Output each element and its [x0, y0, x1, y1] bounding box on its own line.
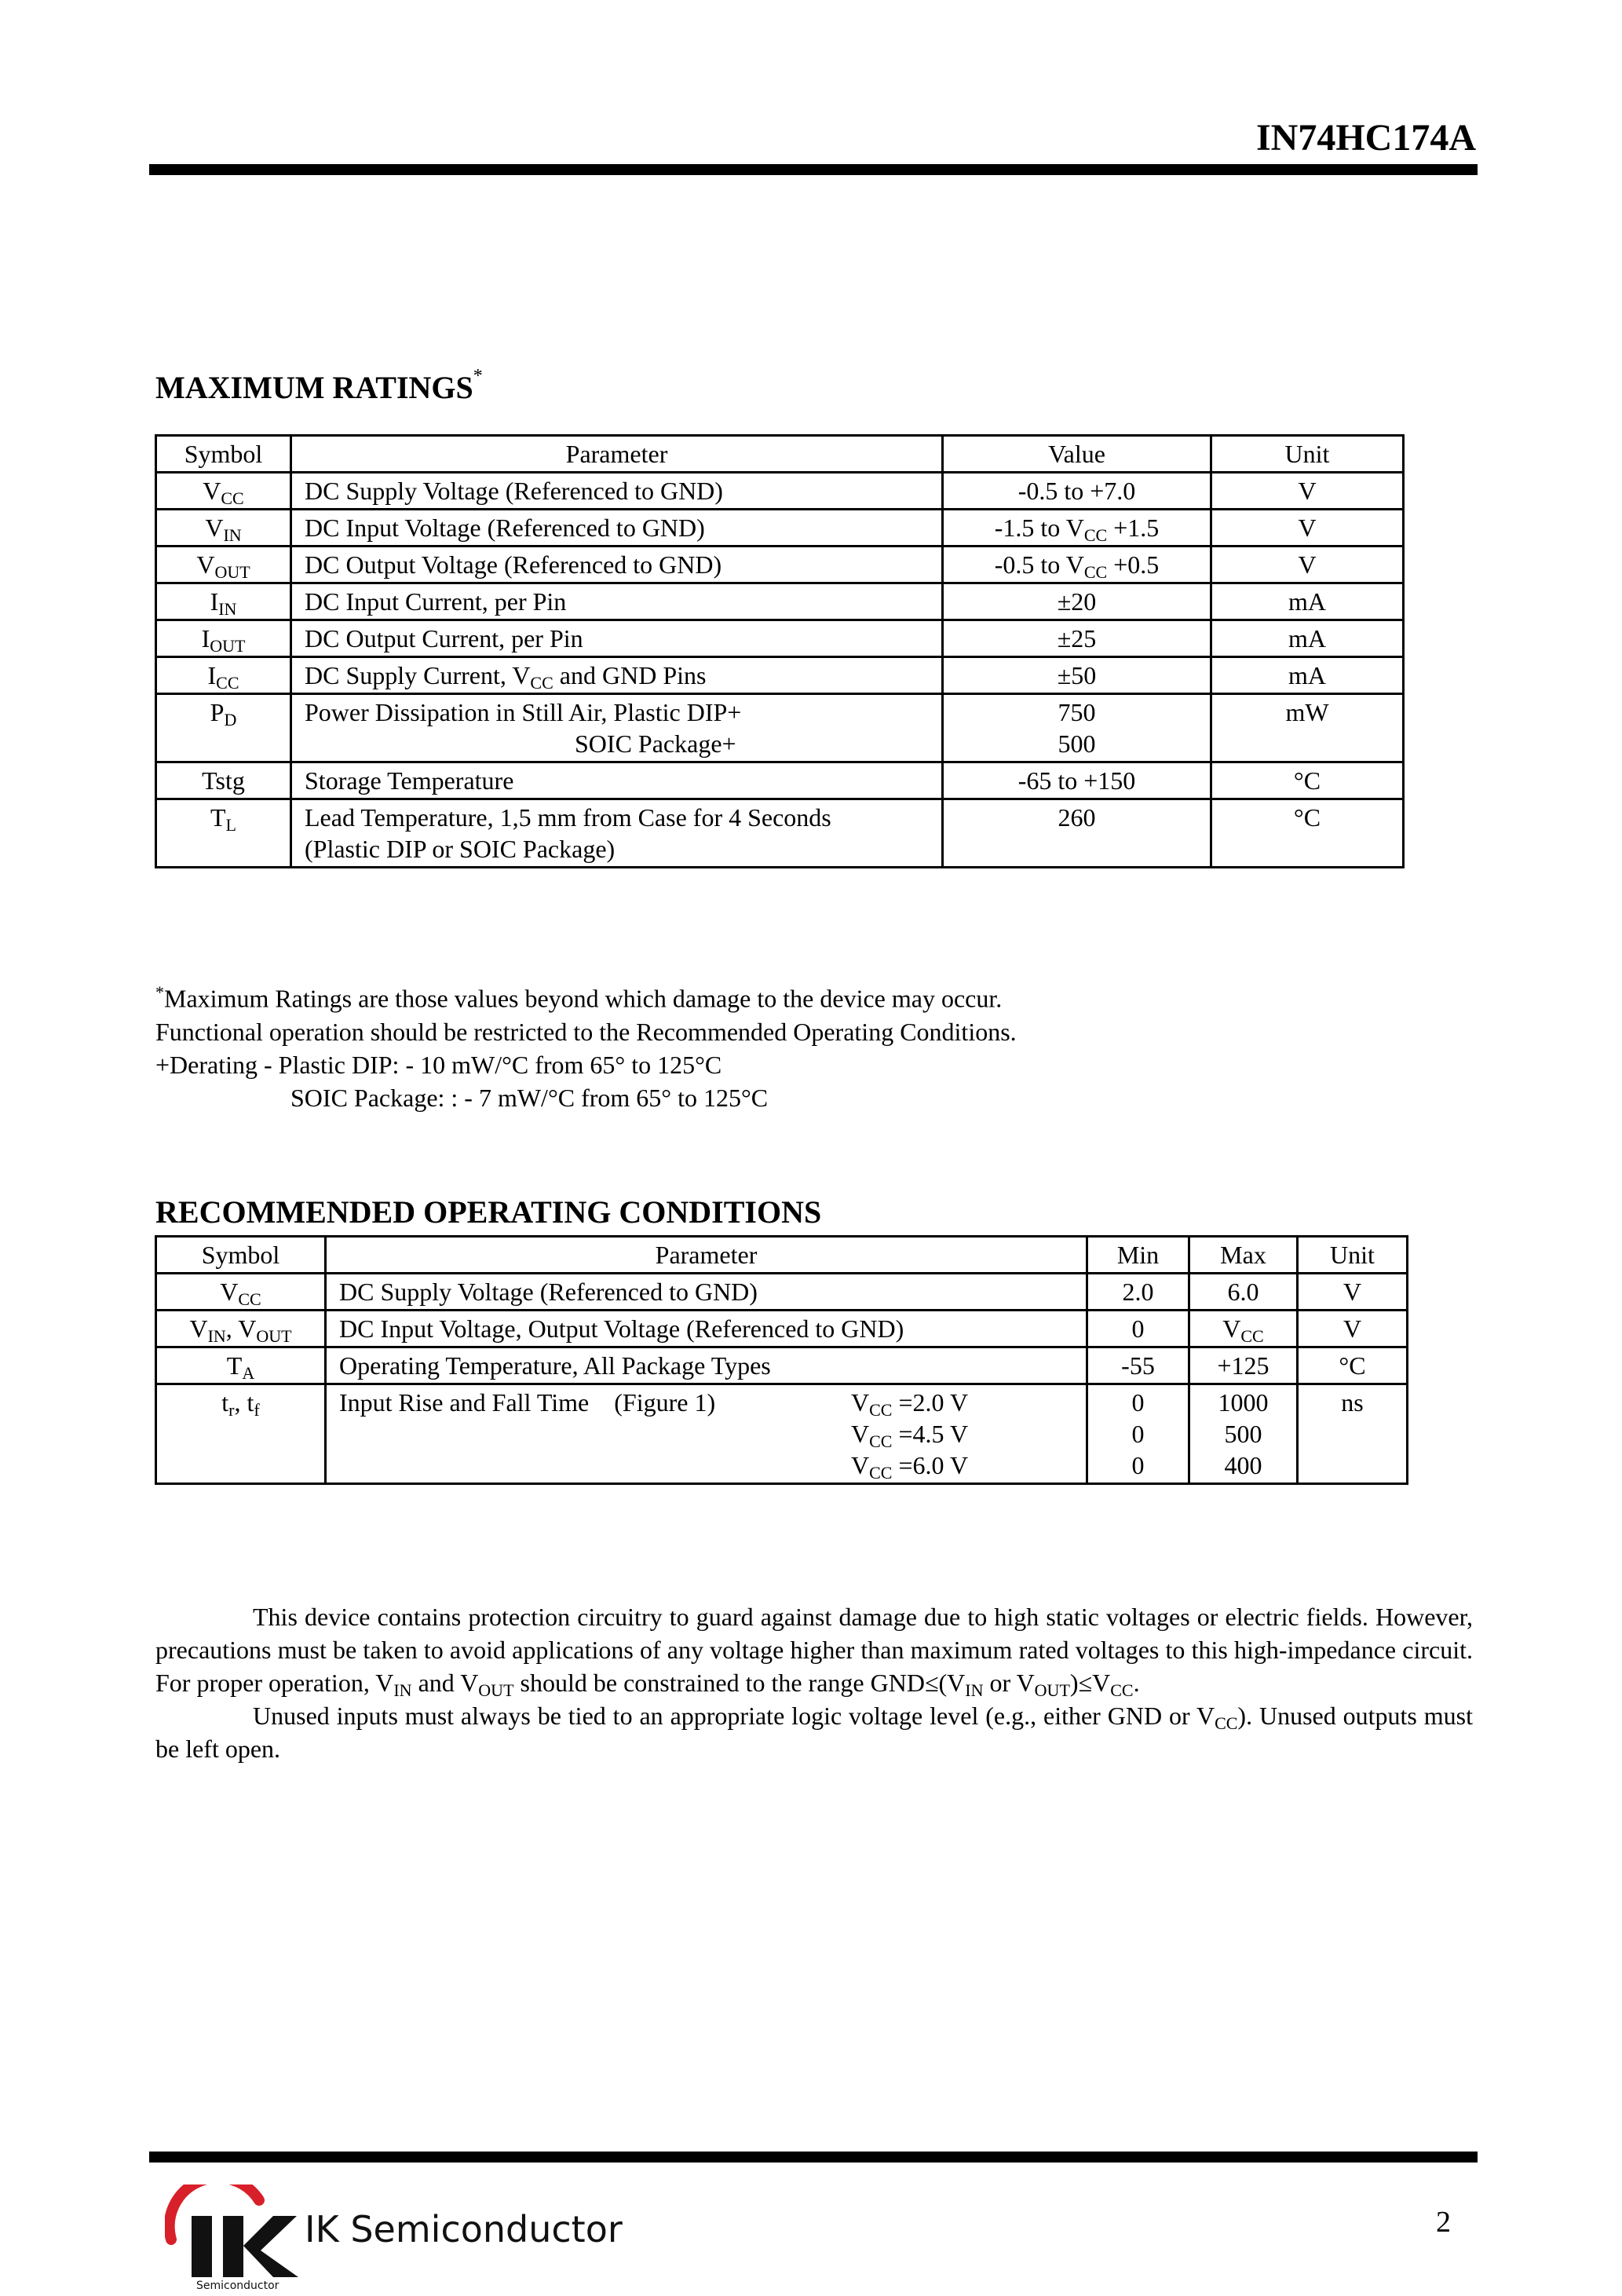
max-cell: $V_{CC}$ — [1189, 1311, 1298, 1347]
rec-conditions-title: RECOMMENDED OPERATING CONDITIONS — [155, 1194, 822, 1230]
condition-line: $V_{CC} =6.0$ V — [851, 1451, 969, 1483]
symbol-cell: $V_{IN}$, $V_{OUT}$ — [156, 1311, 326, 1347]
parameter-cell: DC Input Voltage, Output Voltage (Referenced to GND) — [326, 1311, 1087, 1347]
min-cell: -55 — [1087, 1347, 1189, 1384]
table-row — [156, 1384, 1408, 1484]
unit-cell: ns — [1298, 1384, 1408, 1484]
value-cell: ±20 — [943, 583, 1211, 620]
value-line: 750 — [1058, 698, 1096, 726]
symbol-cell: $I_{CC}$ — [156, 657, 291, 694]
value-cell: 260 — [943, 799, 1211, 868]
unit-cell: °C — [1211, 799, 1404, 868]
table-row — [156, 620, 1404, 657]
column-header: Unit — [1298, 1237, 1408, 1274]
condition-line: $V_{CC} =2.0$ V — [851, 1388, 969, 1420]
max-cell — [1189, 1384, 1298, 1484]
parameter-cell: DC Input Current, per Pin — [291, 583, 943, 620]
symbol-cell: Tstg — [156, 762, 291, 799]
paragraph: Unused inputs must always be tied to an appropriate logic voltage level (e.g., either GND or $V_{CC}$). Unused outputs must be left open. — [155, 1702, 1474, 1763]
max-value: 1000 — [1218, 1388, 1269, 1417]
table-row — [156, 1274, 1408, 1311]
min-cell: 0 — [1087, 1311, 1189, 1347]
column-header: Max — [1189, 1237, 1298, 1274]
max-cell: 6.0 — [1189, 1274, 1298, 1311]
unit-cell: mA — [1211, 620, 1404, 657]
svg-text:Semiconductor: Semiconductor — [196, 2280, 279, 2291]
parameter-line: (Plastic DIP or SOIC Package) — [305, 835, 616, 863]
table-header-row — [156, 436, 1404, 473]
page-number: 2 — [1436, 2206, 1451, 2239]
company-logo — [165, 2184, 306, 2295]
value-cell: -1.5 to $V_{CC} +1.5$ — [943, 510, 1211, 547]
table-row — [156, 510, 1404, 547]
symbol-cell: $T_A$ — [156, 1347, 326, 1384]
value-cell — [943, 694, 1211, 762]
unit-cell: mA — [1211, 583, 1404, 620]
parameter-cell: DC Output Current, per Pin — [291, 620, 943, 657]
parameter-cell — [291, 694, 943, 762]
unit-cell: °C — [1211, 762, 1404, 799]
company-name: IK Semiconductor — [305, 2208, 623, 2250]
note-line: Functional operation should be restricted to the Recommended Operating Conditions. — [155, 1017, 1017, 1046]
max-ratings-table — [155, 434, 1405, 868]
symbol-cell: $t_r$, $t_f$ — [156, 1384, 326, 1484]
parameter-line: Power Dissipation in Still Air, Plastic DIP+ — [305, 698, 742, 726]
note-line: *Maximum Ratings are those values beyond which damage to the device may occur. — [155, 982, 1003, 1013]
table-row — [156, 1347, 1408, 1384]
unit-cell: V — [1298, 1274, 1408, 1311]
footer-rule — [149, 2152, 1478, 2163]
table-header-row — [156, 1237, 1408, 1274]
table-row — [156, 694, 1404, 762]
parameter-line: Lead Temperature, 1,5 mm from Case for 4 Seconds — [305, 803, 831, 832]
value-cell: -0.5 to $V_{CC} +0.5$ — [943, 547, 1211, 583]
value-line: 500 — [1058, 729, 1096, 758]
parameter-cell: DC Input Voltage (Referenced to GND) — [291, 510, 943, 547]
condition-list — [851, 1387, 968, 1481]
parameter-cell: Storage Temperature — [291, 762, 943, 799]
max-value: 400 — [1224, 1451, 1262, 1479]
symbol-cell: $V_{CC}$ — [156, 1274, 326, 1311]
table-row — [156, 473, 1404, 510]
max-ratings-notes — [155, 976, 1017, 1114]
header-rule — [149, 164, 1478, 175]
rec-conditions-table — [155, 1235, 1408, 1485]
min-cell: 2.0 — [1087, 1274, 1189, 1311]
column-header: Min — [1087, 1237, 1189, 1274]
parameter-cell — [291, 799, 943, 868]
condition-line: $V_{CC} =4.5$ V — [851, 1420, 969, 1451]
column-header: Parameter — [326, 1237, 1087, 1274]
unit-cell: V — [1211, 510, 1404, 547]
table-row — [156, 583, 1404, 620]
symbol-cell: $P_D$ — [156, 694, 291, 762]
value-cell: ±25 — [943, 620, 1211, 657]
max-value: 500 — [1224, 1420, 1262, 1448]
ik-logo-icon — [165, 2184, 306, 2291]
symbol-cell: $I_{IN}$ — [156, 583, 291, 620]
unit-cell: V — [1298, 1311, 1408, 1347]
column-header: Parameter — [291, 436, 943, 473]
unit-cell: mW — [1211, 694, 1404, 762]
table-row — [156, 762, 1404, 799]
max-ratings-title: MAXIMUM RATINGS* — [155, 366, 483, 405]
value-cell: -0.5 to +7.0 — [943, 473, 1211, 510]
table-row — [156, 547, 1404, 583]
min-cell — [1087, 1384, 1189, 1484]
parameter-cell: DC Output Voltage (Referenced to GND) — [291, 547, 943, 583]
min-value: 0 — [1131, 1420, 1145, 1448]
column-header: Symbol — [156, 436, 291, 473]
part-number: IN74HC174A — [1255, 117, 1476, 159]
paragraph: This device contains protection circuitry to guard against damage due to high static voltages or electric fields. However, precautions must be taken to avoid applications of any voltage higher than maximum rated voltages to this high-impedance circuit. For proper operation, $V_{IN}$ and $V_{OUT}$ should be constrained to the range $GND\le(V_{IN}$ or $V_{OUT})\le V_{CC}$. — [155, 1603, 1473, 1700]
parameter-cell: DC Supply Voltage (Referenced to GND) — [326, 1274, 1087, 1311]
parameter-line: SOIC Package+ — [575, 729, 736, 758]
min-value: 0 — [1131, 1388, 1145, 1417]
parameter-label: Input Rise and Fall Time (Figure 1) — [339, 1388, 716, 1417]
note-line: SOIC Package: : - 7 mW/°C from 65° to 125°C — [290, 1083, 769, 1112]
symbol-cell: $V_{IN}$ — [156, 510, 291, 547]
parameter-cell — [326, 1384, 1087, 1484]
column-header: Symbol — [156, 1237, 326, 1274]
symbol-cell: $I_{OUT}$ — [156, 620, 291, 657]
value-cell: ±50 — [943, 657, 1211, 694]
value-cell: -65 to +150 — [943, 762, 1211, 799]
table-row — [156, 799, 1404, 868]
unit-cell: V — [1211, 547, 1404, 583]
symbol-cell: $T_L$ — [156, 799, 291, 868]
min-value: 0 — [1131, 1451, 1145, 1479]
table-row — [156, 1311, 1408, 1347]
symbol-cell: $V_{CC}$ — [156, 473, 291, 510]
note-line: +Derating - Plastic DIP: - 10 mW/°C from 65° to 125°C — [155, 1050, 722, 1079]
column-header: Value — [943, 436, 1211, 473]
unit-cell: °C — [1298, 1347, 1408, 1384]
symbol-cell: $V_{OUT}$ — [156, 547, 291, 583]
unit-cell: V — [1211, 473, 1404, 510]
table-row — [156, 657, 1404, 694]
parameter-cell: DC Supply Voltage (Referenced to GND) — [291, 473, 943, 510]
protection-note — [155, 1600, 1473, 1765]
parameter-cell: DC Supply Current, $V_{CC}$ and GND Pins — [291, 657, 943, 694]
max-cell: +125 — [1189, 1347, 1298, 1384]
unit-cell: mA — [1211, 657, 1404, 694]
column-header: Unit — [1211, 436, 1404, 473]
parameter-cell: Operating Temperature, All Package Types — [326, 1347, 1087, 1384]
